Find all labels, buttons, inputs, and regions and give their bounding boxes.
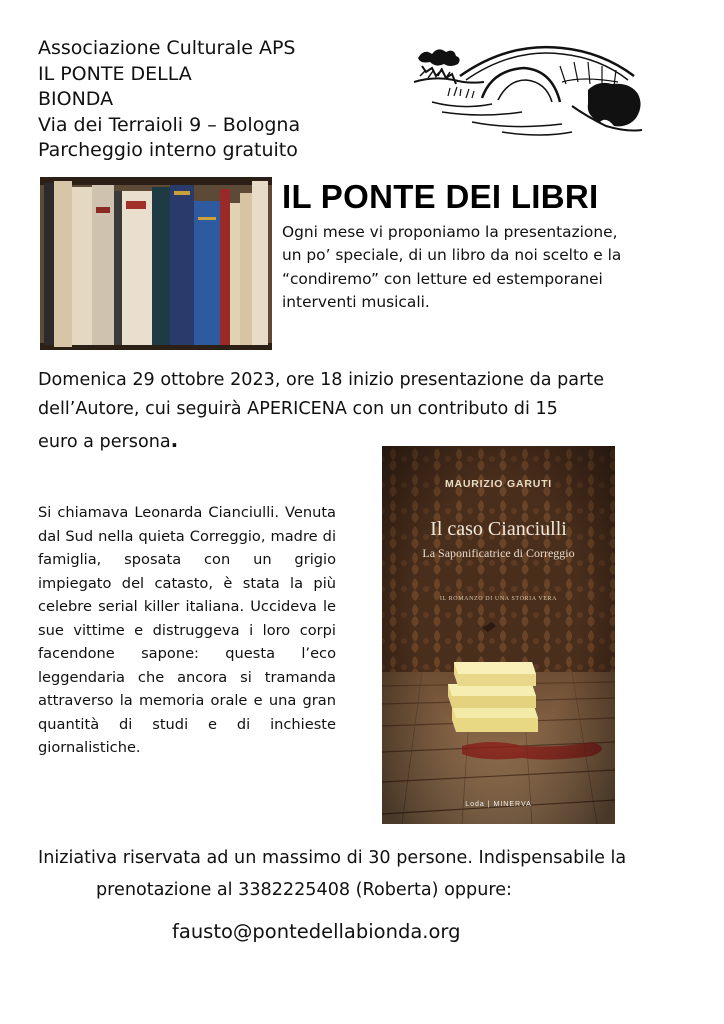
reservation-phone: prenotazione al 3382225408 (Roberta) oppure: bbox=[96, 880, 512, 900]
book-description: Si chiamava Leonarda Cianciulli. Venuta dal Sud nella quieta Correggio, madre di famiglia, sposata con un grigio impiegato del catasto, è stata la più celebre serial killer italiana. Uccideva le sue vittime e distruggeva i loro corpi facendone sapone: questa l’eco leggendaria che ancora si tramanda attraverso la memoria orale e una gran quantità di studi e di inchieste giornalistiche. bbox=[38, 504, 336, 756]
book-tagline: IL ROMANZO DI UNA STORIA VERA bbox=[439, 596, 558, 602]
intro-line: un po’ speciale, di un libro da noi scelto e la bbox=[282, 246, 622, 265]
book-author: MAURIZIO GARUTI bbox=[444, 478, 553, 490]
intro-paragraph bbox=[282, 221, 702, 314]
book-subtitle: La Saponificatrice di Correggio bbox=[422, 546, 575, 560]
bridge-illustration bbox=[412, 36, 646, 144]
book-cover-art bbox=[382, 446, 615, 824]
street-address: Via dei Terraioli 9 – Bologna bbox=[38, 113, 301, 136]
event-line: Domenica 29 ottobre 2023, ore 18 inizio presentazione da parte bbox=[38, 370, 605, 390]
association-address bbox=[38, 36, 300, 164]
association-name: Associazione Culturale APS bbox=[38, 37, 296, 59]
contact-email: fausto@pontedellabionda.org bbox=[172, 920, 461, 943]
reservation-note: Iniziativa riservata ad un massimo di 30 persone. Indispensabile la bbox=[38, 848, 627, 868]
parking-note: Parcheggio interno gratuito bbox=[38, 139, 298, 161]
page-title: IL PONTE DEI LIBRI bbox=[282, 178, 599, 215]
books-photo bbox=[40, 177, 272, 350]
event-price-text: euro a persona bbox=[38, 432, 171, 452]
association-name-line2: IL PONTE DELLA bbox=[38, 62, 192, 85]
intro-line: Ogni mese vi proponiamo la presentazione, bbox=[282, 223, 618, 241]
book-publisher: Loda | MINERVA bbox=[465, 801, 532, 808]
association-name-line3: BIONDA bbox=[38, 88, 114, 110]
event-details bbox=[38, 366, 698, 457]
book-title: Il caso Cianciulli bbox=[430, 518, 567, 540]
intro-line: interventi musicali. bbox=[282, 292, 430, 311]
intro-line: “condiremo” con letture ed estemporanei bbox=[282, 269, 603, 288]
book-cover bbox=[382, 446, 615, 824]
event-line: dell’Autore, cui seguirà APERICENA con un contributo di 15 bbox=[38, 399, 558, 419]
event-period: . bbox=[170, 428, 179, 452]
